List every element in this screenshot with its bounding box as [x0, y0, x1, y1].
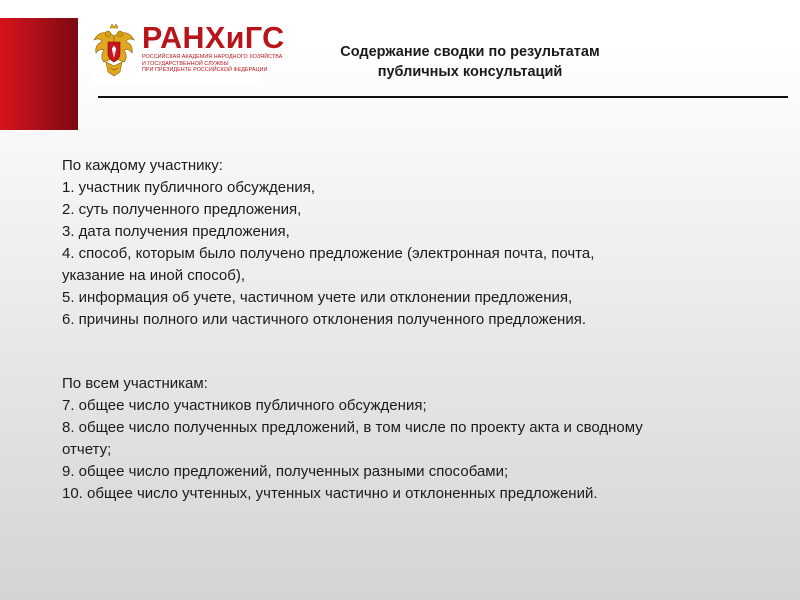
list-item-continuation: отчету; [62, 441, 112, 458]
logo-subtitle-line-1: РОССИЙСКАЯ АКАДЕМИЯ НАРОДНОГО ХОЗЯЙСТВА [142, 54, 283, 60]
logo-subtitle-line-2: И ГОСУДАРСТВЕННОЙ СЛУЖБЫ [142, 60, 229, 67]
slide-title-line-2: публичных консультаций [377, 64, 563, 80]
list-item: 5. информация об учете, частичном учете или отклонении предложения, [62, 289, 573, 306]
section-heading: По всем участникам: [62, 375, 208, 392]
list-item: 10. общее число учтенных, учтенных частично и отклоненных предложений. [62, 485, 598, 502]
list-item: 7. общее число участников публичного обсуждения; [62, 397, 427, 414]
double-headed-eagle-emblem-icon [92, 22, 136, 80]
list-item: 4. способ, которым было получено предложение (электронная почта, почта, [62, 245, 595, 262]
slide-title [280, 42, 660, 82]
list-item: 2. суть полученного предложения, [62, 201, 302, 218]
list-item: 9. общее число предложений, полученных разными способами; [62, 463, 509, 480]
slide-body [62, 155, 780, 505]
logo-brand-name: РАНХиГС [142, 20, 285, 55]
list-item: 6. причины полного или частичного отклонения полученного предложения. [62, 311, 587, 328]
header-divider [98, 96, 788, 98]
red-corner-block [0, 18, 78, 130]
section-spacer [62, 331, 780, 373]
section-all-participants [62, 373, 780, 505]
list-item: 8. общее число полученных предложений, в том числе по проекту акта и сводному [62, 419, 643, 436]
list-item: 3. дата получения предложения, [62, 223, 290, 240]
list-item-continuation: указание на иной способ), [62, 267, 246, 284]
section-heading: По каждому участнику: [62, 157, 223, 174]
slide-title-line-1: Содержание сводки по результатам [340, 44, 600, 60]
list-item: 1. участник публичного обсуждения, [62, 179, 316, 196]
ranepa-logo [90, 18, 285, 86]
logo-text [142, 20, 285, 74]
section-each-participant [62, 155, 780, 331]
logo-subtitle-line-3: ПРИ ПРЕЗИДЕНТЕ РОССИЙСКОЙ ФЕДЕРАЦИИ [142, 67, 268, 74]
